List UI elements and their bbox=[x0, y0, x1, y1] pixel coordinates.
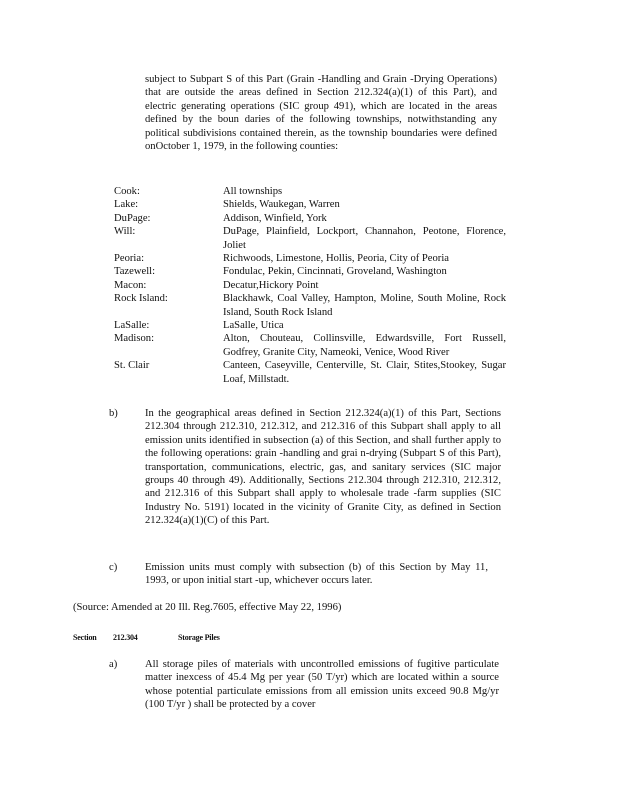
county-row bbox=[114, 198, 506, 211]
subsection-b-label: b) bbox=[109, 408, 118, 419]
county-name: Lake: bbox=[114, 199, 139, 211]
county-name: Tazewell: bbox=[114, 266, 156, 278]
section-word: Section bbox=[73, 633, 97, 642]
subsection-a-text: All storage piles of materials with uncontrolled emissions of fugitive particulate matter inexcess of 45.4 Mg per year (50 T/yr) which are located within a source whose potential particulate emissions from all emission units exceed 90.8 Mg/yr (100 T/yr ) shall be protected by a cover bbox=[145, 659, 499, 711]
county-row bbox=[114, 185, 506, 198]
county-townships: Decatur,Hickory Point bbox=[223, 279, 319, 291]
county-row bbox=[114, 265, 506, 278]
county-row bbox=[114, 319, 506, 332]
county-row bbox=[114, 292, 506, 319]
county-row bbox=[114, 359, 506, 386]
county-townships: Addison, Winfield, York bbox=[223, 212, 327, 224]
section-title: Storage Piles bbox=[178, 633, 220, 642]
county-row bbox=[114, 225, 506, 252]
county-townships: Blackhawk, Coal Valley, Hampton, Moline, South Moline, Rock Island, South Rock Island bbox=[223, 293, 506, 318]
county-row bbox=[114, 332, 506, 359]
county-row bbox=[114, 252, 506, 265]
county-township-list bbox=[114, 185, 506, 386]
county-name: Peoria: bbox=[114, 253, 145, 265]
county-name: Macon: bbox=[114, 279, 147, 291]
county-townships: Shields, Waukegan, Warren bbox=[223, 199, 340, 211]
county-row bbox=[114, 279, 506, 292]
source-note: (Source: Amended at 20 Ill. Reg.7605, effective May 22, 1996) bbox=[73, 602, 342, 613]
county-name: St. Clair bbox=[114, 360, 150, 372]
county-name: Rock Island: bbox=[114, 293, 168, 305]
county-townships: LaSalle, Utica bbox=[223, 320, 284, 332]
county-townships: Fondulac, Pekin, Cincinnati, Groveland, Washington bbox=[223, 266, 447, 278]
section-number: 212.304 bbox=[113, 633, 138, 642]
subsection-b-text: In the geographical areas defined in Section 212.324(a)(1) of this Part, Sections 212.304 through 212.310, 212.312, and 212.316 of this Subpart shall apply to all emission units identified in subsection (a) of this Section, and shall further apply to the following operations: grain -handling and grai n-drying (Subpart S of this Part), transportation, communications, electric, gas, and sanitary services (SIC major groups 40 through 49). Additionally, Sections 212.304 through 212.310, 212.312, and 212.316 of this Subpart shall apply to wholesale trade -farm supplies (SIC Industry No. 5191) located in the vicinity of Granite City, as defined in Section 212.324(a)(1)(C) of this Part. bbox=[145, 408, 501, 527]
county-townships: Alton, Chouteau, Collinsville, Edwardsville, Fort Russell, Godfrey, Granite City, Nameoki, Venice, Wood River bbox=[223, 333, 506, 358]
intro-paragraph: subject to Subpart S of this Part (Grain -Handling and Grain -Drying Operations) that are outside the areas defined in Section 212.324(a)(1) of this Part), and electric generating operations (SIC group 491), which are located in the areas defined by the boun daries of the following townships, notwithstanding any political subdivisions contained therein, as the township boundaries were defined onOctober 1, 1979, in the following counties: bbox=[145, 74, 497, 153]
county-name: LaSalle: bbox=[114, 320, 150, 332]
county-townships: Canteen, Caseyville, Centerville, St. Clair, Stites,Stookey, Sugar Loaf, Millstadt. bbox=[223, 360, 506, 385]
county-name: Will: bbox=[114, 226, 136, 238]
county-name: Madison: bbox=[114, 333, 155, 345]
county-townships: Richwoods, Limestone, Hollis, Peoria, City of Peoria bbox=[223, 253, 449, 265]
county-name: Cook: bbox=[114, 186, 140, 197]
county-row bbox=[114, 212, 506, 225]
county-townships: All townships bbox=[223, 186, 283, 197]
subsection-c-text: Emission units must comply with subsection (b) of this Section by May 11, 1993, or upon initial start -up, whichever occurs later. bbox=[145, 562, 488, 587]
county-name: DuPage: bbox=[114, 212, 151, 224]
subsection-c-label: c) bbox=[109, 562, 118, 573]
subsection-a-label: a) bbox=[109, 659, 118, 670]
county-townships: DuPage, Plainfield, Lockport, Channahon, Peotone, Florence, Joliet bbox=[223, 226, 506, 251]
